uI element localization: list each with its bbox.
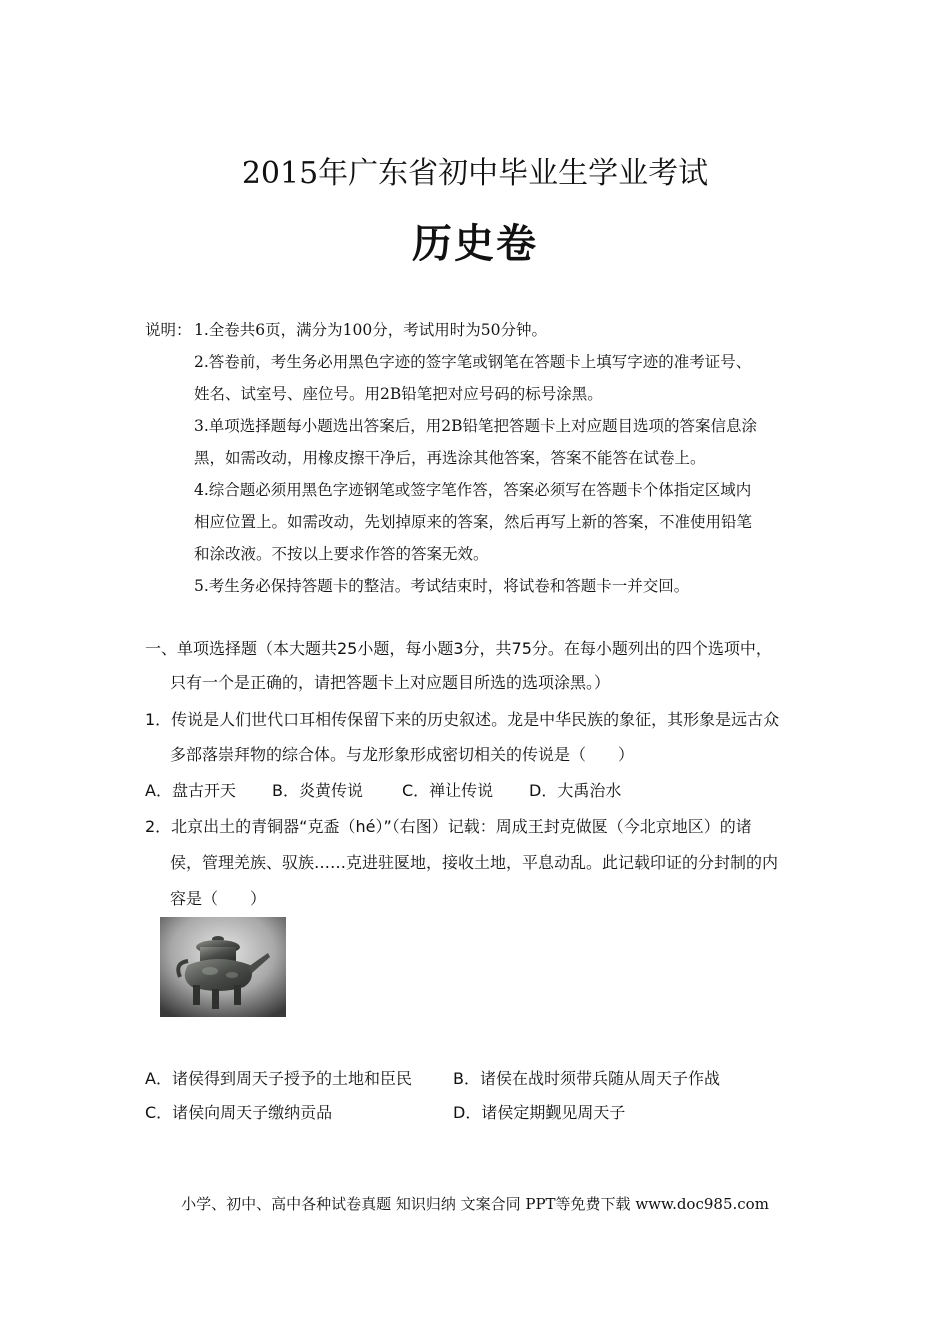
bronze-vessel-image — [160, 917, 286, 1017]
instruction-line: 5.考生务必保持答题卡的整洁。考试结束时，将试卷和答题卡一并交回。 — [194, 577, 690, 595]
section-heading-continued: 只有一个是正确的，请把答题卡上对应题目所选的选项涂黑。） — [170, 673, 611, 692]
question-2-option-d: D．诸侯定期觐见周天子 — [453, 1103, 626, 1122]
exam-subtitle: 历史卷 — [412, 220, 538, 267]
instruction-line: 姓名、试室号、座位号。用2B铅笔把对应号码的标号涂黑。 — [194, 385, 603, 403]
instruction-line: 3.单项选择题每小题选出答案后，用2B铅笔把答题卡上对应题目选项的答案信息涂 — [194, 417, 758, 435]
instruction-line: 4.综合题必须用黑色字迹钢笔或签字笔作答，答案必须写在答题卡个体指定区域内 — [194, 481, 752, 499]
question-1-stem-continued: 多部落崇拜物的综合体。与龙形象形成密切相关的传说是（ ） — [170, 745, 635, 764]
instruction-line: 和涂改液。不按以上要求作答的答案无效。 — [194, 545, 489, 563]
question-2-stem: 2．北京出土的青铜器“克盉（hé）”（右图）记载：周成王封克做匽（今北京地区）的诸 — [145, 817, 752, 836]
question-1-option-a: A．盘古开天 — [145, 781, 236, 800]
question-2-option-b: B．诸侯在战时须带兵随从周天子作战 — [453, 1069, 720, 1088]
question-2-option-a: A．诸侯得到周天子授予的土地和臣民 — [145, 1069, 412, 1088]
question-1-stem: 1．传说是人们世代口耳相传保留下来的历史叙述。龙是中华民族的象征，其形象是远古众 — [145, 710, 780, 729]
question-2-stem-continued: 容是（ ） — [170, 889, 267, 908]
page-footer: 小学、初中、高中各种试卷真题 知识归纳 文案合同 PPT等免费下载 www.doc985.com — [181, 1195, 769, 1213]
question-2-option-c: C．诸侯向周天子缴纳贡品 — [145, 1103, 333, 1122]
instruction-line: 相应位置上。如需改动，先划掉原来的答案，然后再写上新的答案，不准使用铅笔 — [194, 513, 753, 531]
instruction-line: 黑，如需改动，用橡皮擦干净后，再选涂其他答案，答案不能答在试卷上。 — [194, 449, 706, 467]
question-1-option-b: B．炎黄传说 — [272, 781, 363, 800]
question-1-option-c: C．禅让传说 — [402, 781, 494, 800]
exam-title: 2015年广东省初中毕业生学业考试 — [241, 156, 709, 191]
instruction-line: 2.答卷前，考生务必用黑色字迹的签字笔或钢笔在答题卡上填写字迹的准考证号、 — [194, 353, 752, 371]
instructions-label: 说明： — [145, 321, 192, 339]
section-heading: 一、单项选择题（本大题共25小题，每小题3分，共75分。在每小题列出的四个选项中， — [145, 639, 772, 658]
question-2-stem-continued: 侯，管理羌族、驭族……克进驻匽地，接收土地，平息动乱。此记载印证的分封制的内 — [170, 853, 779, 872]
instruction-line: 1.全卷共6页，满分为100分，考试用时为50分钟。 — [194, 321, 547, 339]
question-1-option-d: D．大禹治水 — [529, 781, 622, 800]
